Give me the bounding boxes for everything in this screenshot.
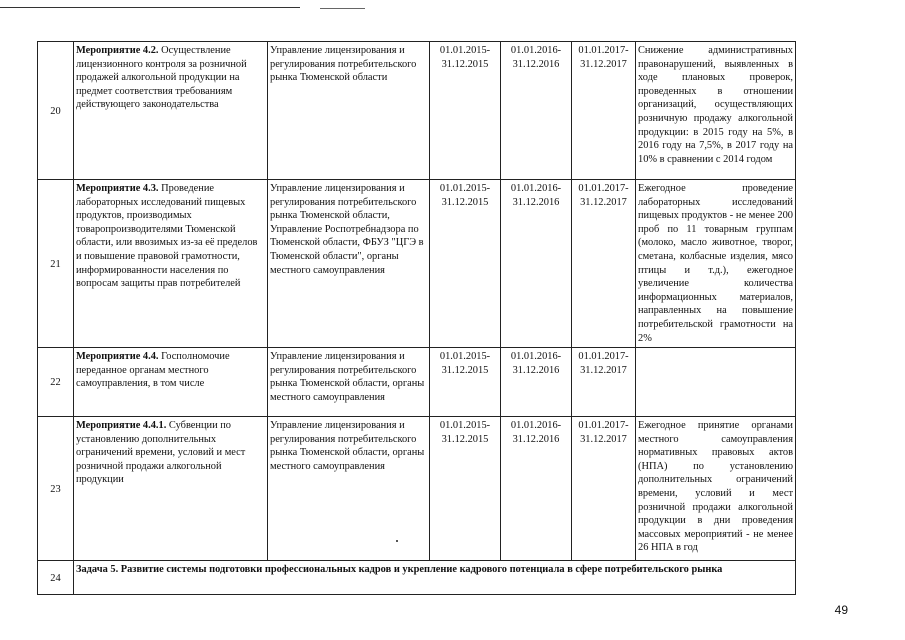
row-number: 20 bbox=[38, 42, 74, 180]
period-2016: 01.01.2016-31.12.2016 bbox=[501, 417, 572, 561]
scan-speck bbox=[396, 540, 398, 542]
period-2015: 01.01.2015-31.12.2015 bbox=[430, 42, 501, 180]
event-cell bbox=[74, 180, 268, 348]
top-rule bbox=[0, 7, 300, 8]
table-row bbox=[38, 348, 796, 417]
period-2015: 01.01.2015-31.12.2015 bbox=[430, 180, 501, 348]
period-2016: 01.01.2016-31.12.2016 bbox=[501, 348, 572, 417]
table-row bbox=[38, 42, 796, 180]
table-row bbox=[38, 417, 796, 561]
event-label: Мероприятие 4.4.1. bbox=[76, 420, 167, 431]
period-2017: 01.01.2017-31.12.2017 bbox=[572, 348, 636, 417]
period-2016: 01.01.2016-31.12.2016 bbox=[501, 180, 572, 348]
expected-result: Ежегодное принятие органами местного самоуправления нормативных правовых актов (НПА) по установлению дополнительных ограничений времени, условий и мест розничной продажи алкогольной продукции в дни проведения массовых мероприятий - не менее 26 НПА в год bbox=[636, 417, 796, 561]
row-number: 24 bbox=[38, 561, 74, 595]
executor-cell: Управление лицензирования и регулирования потребительского рынка Тюменской области, органы местного самоуправления bbox=[268, 417, 430, 561]
period-2017: 01.01.2017-31.12.2017 bbox=[572, 42, 636, 180]
period-2017: 01.01.2017-31.12.2017 bbox=[572, 417, 636, 561]
period-2015: 01.01.2015-31.12.2015 bbox=[430, 417, 501, 561]
row-number: 22 bbox=[38, 348, 74, 417]
period-2016: 01.01.2016-31.12.2016 bbox=[501, 42, 572, 180]
expected-result: Ежегодное проведение лабораторных исследований пищевых продуктов - не менее 200 проб по 11 товарным группам (молоко, масло животное, творог, сметана, колбасные изделия, мясо птицы и т.д.), ежегодное увеличение количества информационных материалов, направленных на повышение потребительской грамотности на 2% bbox=[636, 180, 796, 348]
event-cell bbox=[74, 348, 268, 417]
expected-result: Снижение административных правонарушений, выявленных в ходе плановых проверок, проведенных в отношении организаций, осуществляющих розничную продажу алкогольной продукции: в 2015 году на 5%, в 2016 году на 7,5%, в 2017 году на 10% в сравнении с 2014 годом bbox=[636, 42, 796, 180]
program-events-table bbox=[37, 41, 796, 595]
period-2015: 01.01.2015-31.12.2015 bbox=[430, 348, 501, 417]
period-2017: 01.01.2017-31.12.2017 bbox=[572, 180, 636, 348]
table-row bbox=[38, 180, 796, 348]
event-text: Субвенции по установлению дополнительных ограничений времени, условий и мест розничной продажи алкогольной продукции bbox=[76, 420, 246, 486]
event-label: Мероприятие 4.4. bbox=[76, 351, 159, 362]
event-text: Госполномочие переданное органам местного самоуправления, в том числе bbox=[76, 351, 230, 390]
task-heading: Задача 5. Развитие системы подготовки профессиональных кадров и укрепление кадрового потенциала в сфере потребительского рынка bbox=[74, 561, 796, 595]
row-number: 21 bbox=[38, 180, 74, 348]
event-cell bbox=[74, 417, 268, 561]
event-cell bbox=[74, 42, 268, 180]
executor-cell: Управление лицензирования и регулирования потребительского рынка Тюменской области bbox=[268, 42, 430, 180]
event-text: Осуществление лицензионного контроля за розничной продажей алкогольной продукции на предмет соответствия требованиям действующего законодательства bbox=[76, 45, 247, 111]
event-label: Мероприятие 4.2. bbox=[76, 45, 159, 56]
expected-result bbox=[636, 348, 796, 417]
top-rule-fragment bbox=[320, 8, 365, 9]
row-number: 23 bbox=[38, 417, 74, 561]
event-label: Мероприятие 4.3. bbox=[76, 183, 159, 194]
executor-cell: Управление лицензирования и регулирования потребительского рынка Тюменской области, Управление Роспотребнадзора по Тюменской области, ФБУЗ "ЦГЭ в Тюменской области", органы местного самоуправления bbox=[268, 180, 430, 348]
page-number: 49 bbox=[834, 603, 848, 617]
task-row bbox=[38, 561, 796, 595]
executor-cell: Управление лицензирования и регулирования потребительского рынка Тюменской области, органы местного самоуправления bbox=[268, 348, 430, 417]
event-text: Проведение лабораторных исследований пищевых продуктов, производимых товаропроизводителями Тюменской области, или ввозимых из-за её пределов и повышение правовой грамотности, информированности населения по вопросам защиты прав потребителей bbox=[76, 183, 258, 290]
